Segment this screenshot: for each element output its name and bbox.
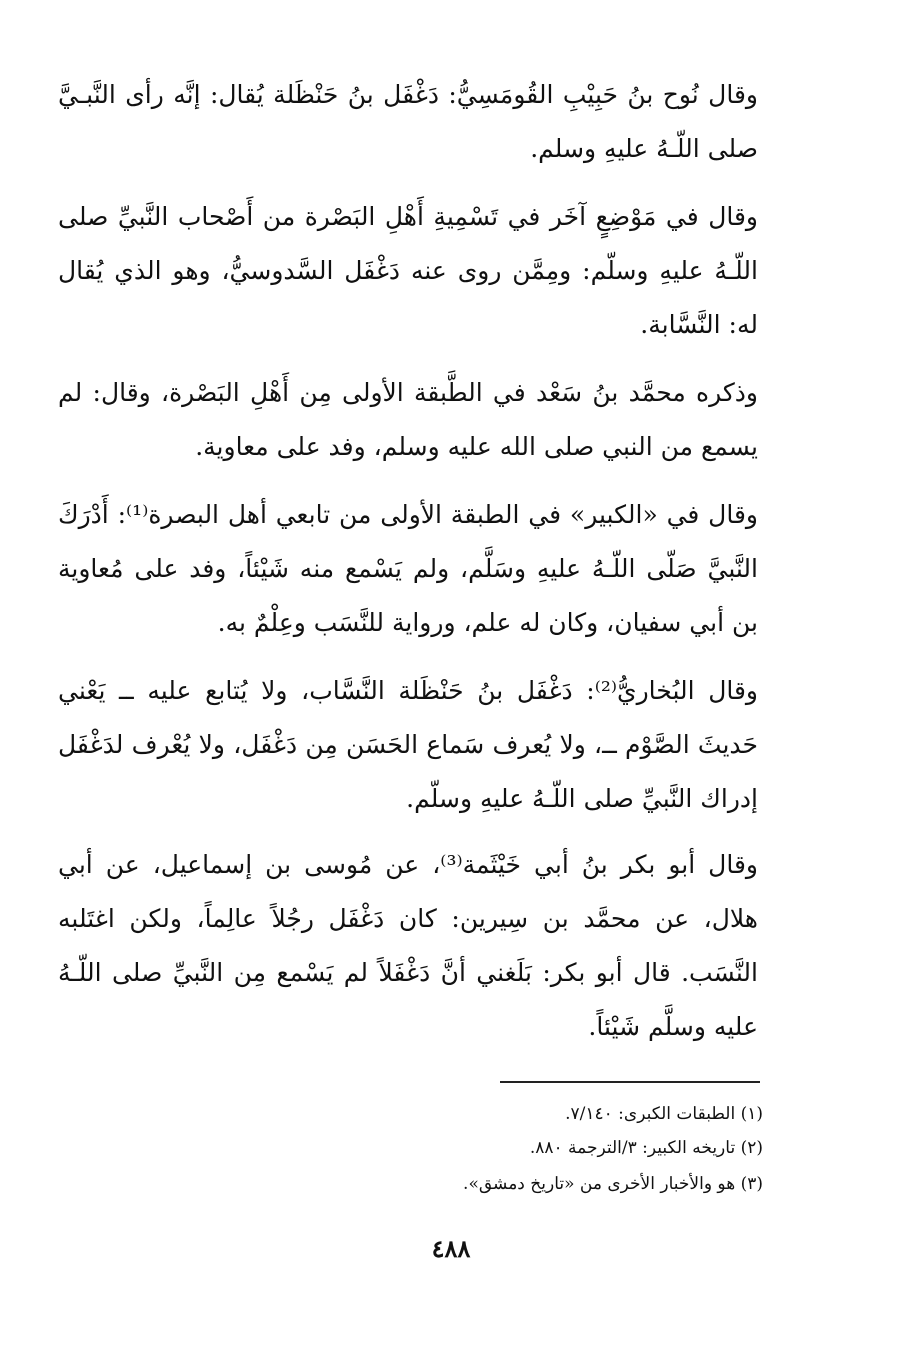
footnote-2: (٢) تاريخه الكبير: ٣/الترجمة ٨٨٠. [529, 1138, 763, 1158]
paragraph-al-kabir: وقال في «الكبير» في الطبقة الأولى من تابعي أهل البصرة⁽¹⁾: أَدْرَكَ النَّبيَّ صَلّى اللّـهُ عليهِ وسَلَّم، ولم يَسْمع منه شَيْئاً، وفد على مُعاوية بن أبي سفيان، وكان له علم، ورواية للنَّسَب وعِلْمٌ به. [58, 500, 758, 637]
paragraph-nuh-ibn-habib: وقال نُوح بنُ حَبِيْبِ القُومَسِيُّ: دَغْفَل بنُ حَنْظَلة يُقال: إنَّه رأى النَّبـيَّ صلى اللّـهُ عليهِ وسلم. [58, 80, 758, 163]
paragraph-basra-companions: وقال في مَوْضِعٍ آخَر في تَسْمِيةِ أَهْلِ البَصْرة من أَصْحاب النَّبيِّ صلى اللّـهُ عليهِ وسلّم: ومِمَّن روى عنه دَغْفَل السَّدوسيُّ، وهو الذي يُقال له: النَّسَّابة. [58, 202, 758, 339]
paragraph-al-bukhari: وقال البُخاريُّ⁽²⁾: دَغْفَل بنُ حَنْظَلة النَّسَّاب، ولا يُتابع عليه ــ يَعْني حَديثَ الصَّوْم ــ، ولا يُعرف سَماع الحَسَن مِن دَغْفَل، ولا يُعْرف لدَغْفَل إدراك النَّبيِّ صلى اللّـهُ عليهِ وسلّم. [58, 676, 758, 813]
page-number: ٤٨٨ [431, 1234, 471, 1263]
footnote-divider [500, 1081, 760, 1083]
footnote-3: (٣) هو والأخبار الأخرى من «تاريخ دمشق». [463, 1174, 763, 1194]
paragraph-ibn-abi-khaythama: وقال أبو بكر بنُ أبي خَيْثَمة⁽³⁾، عن مُوسى بن إسماعيل، عن أبي هلال، عن محمَّد بن سِيرين: كان دَغْفَل رجُلاً عالِماً، ولكن اغتَلبه النَّسَب. قال أبو بكر: بَلَغني أنَّ دَغْفَلاً لم يَسْمع مِن النَّبيِّ صلى اللّـهُ عليه وسلَّم شَيْئاً. [58, 850, 758, 1041]
paragraph-ibn-sad: وذكره محمَّد بنُ سَعْد في الطَّبقة الأولى مِن أَهْلِ البَصْرة، وقال: لم يسمع من النبي صلى الله عليه وسلم، وفد على معاوية. [58, 378, 758, 461]
footnote-1: (١) الطبقات الكبرى: ٧/١٤٠. [565, 1104, 763, 1124]
